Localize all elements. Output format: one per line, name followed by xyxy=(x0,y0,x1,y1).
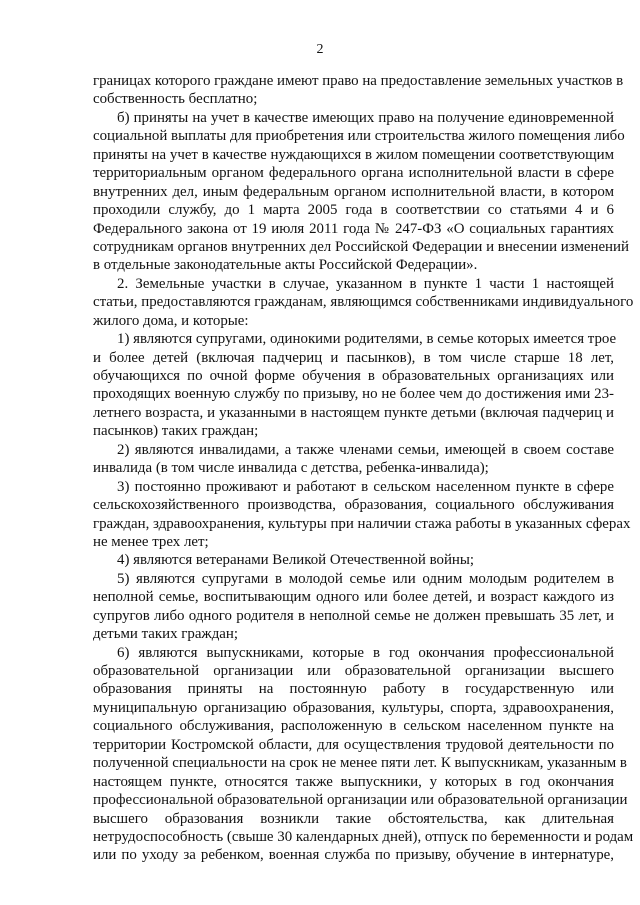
text-line: пасынков) таких граждан; xyxy=(93,423,259,440)
text-line: 6) являются выпускниками, которые в год окончания профессиональной xyxy=(117,644,614,661)
text-line: приняты на учет в качестве нуждающихся в жилом помещении соответствующим xyxy=(93,146,614,163)
paragraph xyxy=(93,330,617,441)
text-line: 4) являются ветеранами Великой Отечественной войны; xyxy=(117,552,475,569)
text-line: сельскохозяйственного производства, образования, социального обслуживания xyxy=(93,497,614,514)
text-line: детьми таких граждан; xyxy=(93,626,239,643)
text-line: 2. Земельные участки в случае, указанном в пункте 1 части 1 настоящей xyxy=(117,275,614,292)
text-line: 2) являются инвалидами, а также членами семьи, имеющей в своем составе xyxy=(117,441,614,458)
paragraph xyxy=(93,551,614,569)
text-line: настоящем пункте, относятся также выпускники, у которых в год окончания xyxy=(93,773,614,790)
text-line: границах которого граждане имеют право на предоставление земельных участков в xyxy=(93,73,624,89)
paragraph xyxy=(93,275,634,330)
page-number: 2 xyxy=(316,42,324,57)
text-line: образования приняты на постоянную работу в государственную или xyxy=(93,681,614,698)
text-line: полученной специальности на срок не менее пяти лет. К выпускникам, указанным в xyxy=(93,755,627,772)
text-line: жилого дома, и которые: xyxy=(93,312,249,329)
text-line: нетрудоспособность (свыше 30 календарных дней), отпуск по беременности и родам xyxy=(93,828,634,845)
paragraph xyxy=(93,570,614,644)
text-line: социальной выплаты для приобретения или строительства жилого помещения либо xyxy=(93,128,625,145)
text-line: муниципальную организацию образования, культуры, спорта, здравоохранения, xyxy=(93,699,614,716)
text-line: не менее трех лет; xyxy=(93,533,209,550)
paragraph xyxy=(93,441,614,478)
text-line: профессиональной образовательной организации или образовательной организации xyxy=(93,792,628,809)
text-line: летнего возраста, и указанными в настоящем пункте детьми (включая падчериц и xyxy=(93,404,614,421)
text-line: образовательной организации или образовательной организации высшего xyxy=(93,663,614,679)
paragraph xyxy=(93,478,631,552)
text-line: 5) являются супругами в молодой семье или одним молодым родителем в xyxy=(117,570,614,587)
text-line: 1) являются супругами, одинокими родителями, в семье которых имеется трое xyxy=(117,331,617,348)
paragraph xyxy=(93,72,624,109)
text-line: проходящих военную службу по призыву, но не более чем до достижения ими 23- xyxy=(93,386,614,403)
text-line: статьи, предоставляются гражданам, являющимся собственниками индивидуального xyxy=(93,294,634,311)
text-line: в отдельные законодательные акты Российской Федерации». xyxy=(93,257,478,274)
text-line: территориальным органом федерального органа исполнительной власти в сфере xyxy=(93,165,614,182)
text-line: или по уходу за ребенком, военная служба по призыву, обучение в интернатуре, xyxy=(93,847,614,864)
text-line: внутренних дел, иным федеральным органом исполнительной власти, в котором xyxy=(93,183,614,200)
text-line: б) приняты на учет в качестве имеющих право на получение единовременной xyxy=(117,109,614,126)
paragraph xyxy=(93,644,634,865)
paragraph xyxy=(93,109,629,275)
text-line: и более детей (включая падчериц и пасынков), в том числе старше 18 лет, xyxy=(93,349,614,366)
text-line: супругов либо одного родителя в неполной семье не должен превышать 35 лет, и xyxy=(93,607,614,624)
text-line: граждан, здравоохранения, культуры при наличии стажа работы в указанных сферах xyxy=(93,515,631,532)
text-line: социального обслуживания, расположенную в сельском населенном пункте на xyxy=(93,718,614,735)
text-line: высшего образования возникли такие обстоятельства, как длительная xyxy=(93,810,614,827)
text-line: 3) постоянно проживают и работают в сельском населенном пункте в сфере xyxy=(117,478,614,495)
text-line: территории Костромской области, для осуществления трудовой деятельности по xyxy=(93,736,614,753)
text-line: проходили службу, до 1 марта 2005 года в соответствии со статьями 4 и 6 xyxy=(93,202,614,219)
document-body xyxy=(93,72,634,865)
text-line: Федерального закона от 19 июля 2011 года № 247-ФЗ «О социальных гарантиях xyxy=(93,220,614,237)
text-line: обучающихся по очной форме обучения в образовательных организациях или xyxy=(93,368,614,384)
text-line: инвалида (в том числе инвалида с детства, ребенка-инвалида); xyxy=(93,460,489,477)
text-line: собственность бесплатно; xyxy=(93,91,258,108)
text-line: сотрудникам органов внутренних дел Российской Федерации и внесении изменений xyxy=(93,238,629,255)
text-line: неполной семье, воспитывающим одного или более детей, и возраст каждого из xyxy=(93,589,614,606)
